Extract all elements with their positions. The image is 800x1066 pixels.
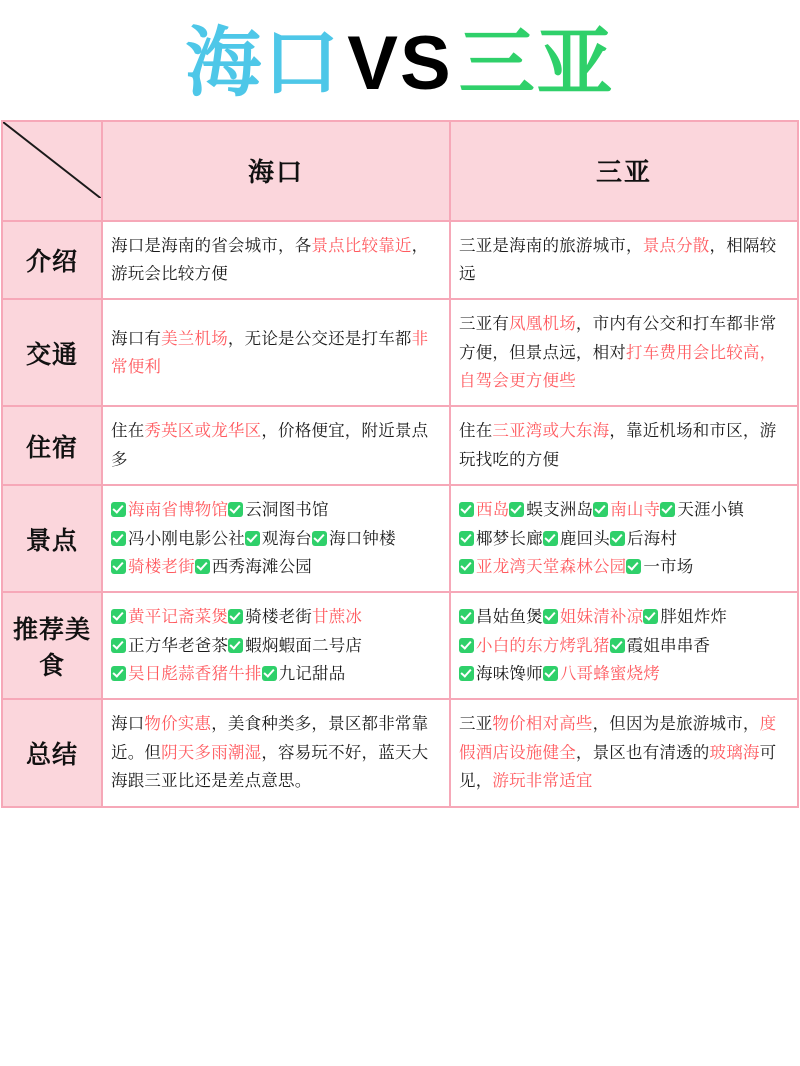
text-span: ，美食种类多，景区都非常靠近。但: [111, 715, 429, 762]
header-corner-cell: [2, 121, 102, 221]
text-span-highlight: 阴天多雨潮湿: [161, 743, 262, 762]
check-icon: [610, 638, 625, 653]
table-row: [2, 592, 798, 699]
cell-intro-haikou: [102, 221, 450, 300]
check-icon: [111, 502, 126, 517]
checklist-item-label: 骑楼老街: [128, 557, 195, 576]
checklist-item-label: 八哥蜂蜜烧烤: [559, 665, 661, 684]
checklist-item: [543, 530, 610, 548]
checklist-item-label: 椰梦长廊: [476, 529, 543, 548]
checklist-item: [111, 501, 228, 519]
checklist-item-label: 黄平记斋菜煲: [128, 608, 229, 627]
page-title: [0, 0, 800, 120]
checklist-item-label: 霞姐串串香: [626, 636, 711, 655]
check-icon: [660, 502, 675, 517]
table-row: [2, 221, 798, 300]
checklist-item: [111, 665, 262, 683]
checklist-item-label: 后海村: [626, 529, 678, 548]
checklist-item: [459, 501, 509, 519]
checklist-item-label: 海南省博物馆: [128, 501, 229, 520]
check-icon: [626, 559, 641, 574]
text-span-highlight: 景点比较靠近: [311, 236, 412, 255]
check-icon: [459, 638, 474, 653]
checklist-item: [626, 558, 693, 576]
checklist-item: [111, 637, 228, 655]
checklist-item: [543, 608, 644, 626]
header-haikou: 海口: [102, 121, 450, 221]
check-icon: [459, 531, 474, 546]
checklist-item-label: 吴日彪蒜香猪牛排: [128, 665, 262, 684]
check-icon: [610, 531, 625, 546]
row-label-food: 推荐美食: [2, 592, 102, 699]
text-span: ，容易玩不好，蓝天大海跟三亚比还是差点意思。: [111, 743, 429, 791]
checklist-item-label: 一市场: [643, 557, 694, 576]
checklist-item: [543, 665, 660, 683]
text-span-highlight: 秀英区或龙华区: [144, 422, 262, 441]
check-icon: [459, 502, 474, 517]
checklist-item-label: 冯小刚电影公社: [128, 529, 245, 548]
check-icon: [245, 531, 260, 546]
text-span: 三亚是海南的旅游城市，: [459, 236, 643, 255]
check-icon: [509, 502, 524, 517]
checklist-item-label: 西岛: [476, 501, 510, 520]
cell-lodging-haikou: [102, 406, 450, 485]
check-icon: [111, 609, 126, 624]
row-label-attractions: 景点: [2, 485, 102, 592]
table-row: [2, 699, 798, 806]
check-icon: [593, 502, 608, 517]
checklist-item-label: 蝦焖蝦面二号店: [245, 636, 363, 655]
checklist-item-label: 海味馋师: [476, 665, 543, 684]
checklist-item: [195, 558, 312, 576]
cell-summary-sanya: [450, 699, 798, 806]
checklist-item: [643, 608, 727, 626]
checklist-item: [111, 558, 195, 576]
checklist-item: [459, 558, 626, 576]
check-icon: [262, 666, 277, 681]
text-span: 住在: [111, 422, 145, 441]
cell-attractions-sanya: [450, 485, 798, 592]
text-span: 海口是海南的省会城市，各: [111, 236, 312, 255]
checklist-item-label: 姐妹清补凉: [559, 608, 644, 627]
cell-lodging-sanya: [450, 406, 798, 485]
text-span-highlight: 度假酒店设施健全: [459, 715, 777, 762]
checklist-item-label: 胖姐炸炸: [660, 608, 728, 627]
text-span: ，无论是公交还是打车都: [227, 329, 412, 348]
text-span: 可见，: [459, 743, 777, 791]
checklist-item-label: 天涯小镇: [677, 501, 745, 520]
checklist-item: [228, 501, 329, 519]
checklist-item: [593, 501, 660, 519]
text-span-highlight: 物价相对高些: [492, 715, 593, 734]
checklist-item: [660, 501, 744, 519]
check-icon: [111, 666, 126, 681]
text-span: ，市内有公交和打车都非常方便，但景点远，相对: [459, 315, 777, 362]
checklist-item-label: 南山寺: [610, 501, 661, 520]
checklist-item: [262, 665, 346, 683]
cell-transport-sanya: [450, 299, 798, 406]
checklist-item-label: 西秀海滩公园: [211, 557, 313, 576]
check-icon: [643, 609, 658, 624]
text-span: ，靠近机场和市区，游玩找吃的方便: [459, 422, 777, 469]
check-icon: [111, 559, 126, 574]
checklist-item-label: 海口钟楼: [329, 529, 396, 548]
text-span: ，相隔较远: [459, 236, 777, 283]
text-span: 三亚: [459, 715, 493, 734]
table-row: [2, 485, 798, 592]
checklist-item-label: 蜈支洲岛: [526, 501, 594, 520]
cell-food-haikou: [102, 592, 450, 699]
text-span: ，价格便宜，附近景点多: [111, 422, 429, 469]
check-icon: [459, 609, 474, 624]
table-row: [2, 299, 798, 406]
cell-summary-haikou: [102, 699, 450, 806]
title-vs: VS: [347, 21, 453, 106]
checklist-item: [459, 530, 543, 548]
check-icon: [195, 559, 210, 574]
text-span: ，但因为是旅游城市，: [592, 715, 760, 734]
table-row: [2, 406, 798, 485]
check-icon: [543, 609, 558, 624]
diagonal-line-icon: [3, 122, 101, 198]
checklist-item: [111, 608, 228, 626]
checklist-item-label: 骑楼老街甘蔗冰: [245, 608, 363, 627]
check-icon: [543, 531, 558, 546]
text-span-highlight: 玻璃海: [709, 743, 760, 762]
check-icon: [543, 666, 558, 681]
text-span-highlight: 打车费用会比较高，自驾会更方便些: [459, 343, 777, 391]
checklist-item: [459, 608, 543, 626]
text-span-highlight: 美兰机场: [161, 329, 228, 348]
text-span: 三亚有: [459, 315, 510, 334]
cell-intro-sanya: [450, 221, 798, 300]
cell-transport-haikou: [102, 299, 450, 406]
header-sanya: 三亚: [450, 121, 798, 221]
checklist-item-label: 正方华老爸茶: [128, 636, 229, 655]
text-span-highlight: 非常便利: [111, 329, 429, 376]
check-icon: [111, 531, 126, 546]
checklist-item: [312, 530, 396, 548]
checklist-item-label: 云洞图书馆: [245, 501, 329, 520]
check-icon: [312, 531, 327, 546]
checklist-item: [459, 637, 610, 655]
text-span: ，景区也有清透的: [575, 743, 710, 762]
checklist-item-label: 鹿回头: [559, 529, 610, 548]
row-label-summary: 总结: [2, 699, 102, 806]
checklist-item: [111, 530, 245, 548]
text-span-highlight: 景点分散: [642, 236, 710, 255]
text-span: ，游玩会比较方便: [111, 236, 429, 283]
text-span: 住在: [459, 422, 493, 441]
checklist-item-label: 观海台: [261, 529, 313, 548]
row-label-lodging: 住宿: [2, 406, 102, 485]
checklist-item-label: 小白的东方烤乳猪: [476, 636, 610, 655]
text-span: 海口有: [111, 329, 162, 348]
comparison-table: [1, 120, 799, 808]
cell-food-sanya: [450, 592, 798, 699]
checklist-item: [228, 608, 362, 626]
cell-attractions-haikou: [102, 485, 450, 592]
text-span-highlight: 物价实惠: [144, 715, 212, 734]
text-span-highlight: 游玩非常适宜: [492, 772, 593, 791]
checklist-item: [610, 637, 711, 655]
table-header-row: [2, 121, 798, 221]
text-span-highlight: 凤凰机场: [509, 315, 576, 334]
checklist-item-label: 亚龙湾天堂森林公园: [476, 557, 627, 576]
row-label-transport: 交通: [2, 299, 102, 406]
text-span-highlight: 三亚湾或大东海: [492, 422, 610, 441]
title-haikou: 海口: [185, 21, 342, 106]
title-sanya: 三亚: [458, 21, 615, 106]
checklist-item: [245, 530, 312, 548]
check-icon: [228, 502, 243, 517]
checklist-item-label: 九记甜品: [278, 665, 346, 684]
checklist-item: [459, 665, 543, 683]
check-icon: [111, 638, 126, 653]
check-icon: [459, 666, 474, 681]
checklist-item: [610, 530, 677, 548]
check-icon: [228, 638, 243, 653]
checklist-item: [228, 637, 362, 655]
check-icon: [459, 559, 474, 574]
checklist-item: [509, 501, 593, 519]
row-label-intro: 介绍: [2, 221, 102, 300]
text-span: 海口: [111, 715, 145, 734]
checklist-item-label: 昌姑鱼煲: [476, 608, 543, 627]
check-icon: [228, 609, 243, 624]
